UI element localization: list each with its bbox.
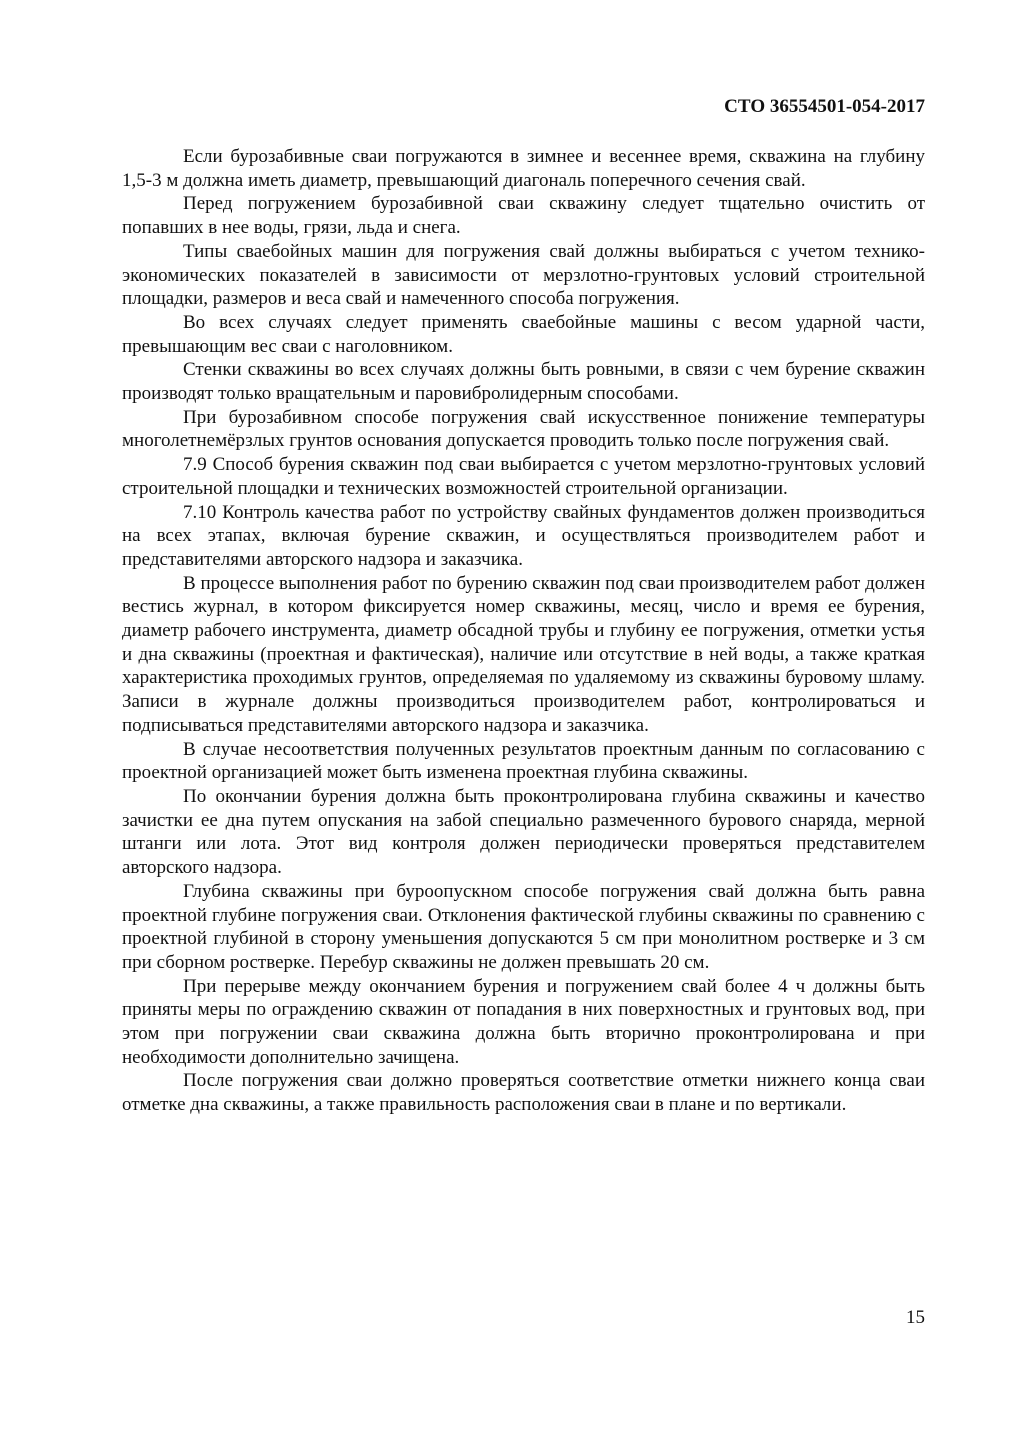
paragraph: Глубина скважины при буроопускном способе погружения свай должна быть равна проектной глубине погружения сваи. Отклонения фактической глубины скважины по сравнению с проектной глубиной в сторону уменьшения допускаются 5 см при монолитном ростверке и 3 см при сборном ростверке. Перебур скважины не должен превышать 20 см.: [122, 880, 925, 973]
paragraph: 7.10 Контроль качества работ по устройству свайных фундаментов должен производиться на всех этапах, включая бурение скважин, и осуществляться производителем работ и представителями авторского надзора и заказчика.: [122, 501, 925, 570]
paragraph: Стенки скважины во всех случаях должны быть ровными, в связи с чем бурение скважин производят только вращательным и паровибролидерным способами.: [122, 359, 925, 405]
document-code: СТО 36554501-054-2017: [724, 96, 925, 117]
paragraph: Перед погружением бурозабивной сваи скважину следует тщательно очистить от попавших в нее воды, грязи, льда и снега.: [122, 193, 925, 239]
paragraph: В процессе выполнения работ по бурению скважин под сваи производителем работ должен вестись журнал, в котором фиксируется номер скважины, месяц, число и время ее бурения, диаметр рабочего инструмента, диаметр обсадной трубы и глубину ее погружения, отметки устья и дна скважины (проектная и фактическая), наличие или отсутствие в ней воды, а также краткая характеристика проходимых грунтов, определяемая по удаляемому из скважины буровому шламу. Записи в журнале должны производиться производителем работ, контролироваться и подписываться представителями авторского надзора и заказчика.: [122, 572, 925, 736]
document-body: [122, 145, 925, 1117]
paragraph: Типы сваебойных машин для погружения свай должны выбираться с учетом технико-экономических показателей в зависимости от мерзлотно-грунтовых условий строительной площадки, размеров и веса свай и намеченного способа погружения.: [122, 240, 925, 310]
paragraph: При перерыве между окончанием бурения и погружением свай более 4 ч должны быть приняты меры по ограждению скважин от попадания в них поверхностных и грунтовых вод, при этом при погружении сваи скважина должна быть вторично проконтролирована и при необходимости дополнительно зачищена.: [122, 975, 925, 1068]
paragraph: После погружения сваи должно проверяться соответствие отметки нижнего конца сваи отметке дна скважины, а также правильность расположения сваи в плане и по вертикали.: [122, 1070, 925, 1116]
paragraph: 7.9 Способ бурения скважин под сваи выбирается с учетом мерзлотно-грунтовых условий строительной площадки и технических возможностей строительной организации.: [122, 454, 925, 499]
page-number: 15: [906, 1307, 925, 1328]
paragraph: В случае несоответствия полученных результатов проектным данным по согласованию с проектной организацией может быть изменена проектная глубина скважины.: [122, 738, 925, 784]
paragraph: Во всех случаях следует применять сваебойные машины с весом ударной части, превышающим вес сваи с наголовником.: [122, 311, 925, 357]
paragraph: По окончании бурения должна быть проконтролирована глубина скважины и качество зачистки ее дна путем опускания на забой специально размеченного бурового снаряда, мерной штанги или лота. Этот вид контроля должен периодически проверяться представителем авторского надзора.: [122, 785, 925, 879]
paragraph: При бурозабивном способе погружения свай искусственное понижение температуры многолетнемёрзлых грунтов основания допускается проводить только после погружения свай.: [122, 406, 925, 452]
paragraph: Если бурозабивные сваи погружаются в зимнее и весеннее время, скважина на глубину 1,5-3 м должна иметь диаметр, превышающий диагональ поперечного сечения свай.: [122, 146, 925, 191]
